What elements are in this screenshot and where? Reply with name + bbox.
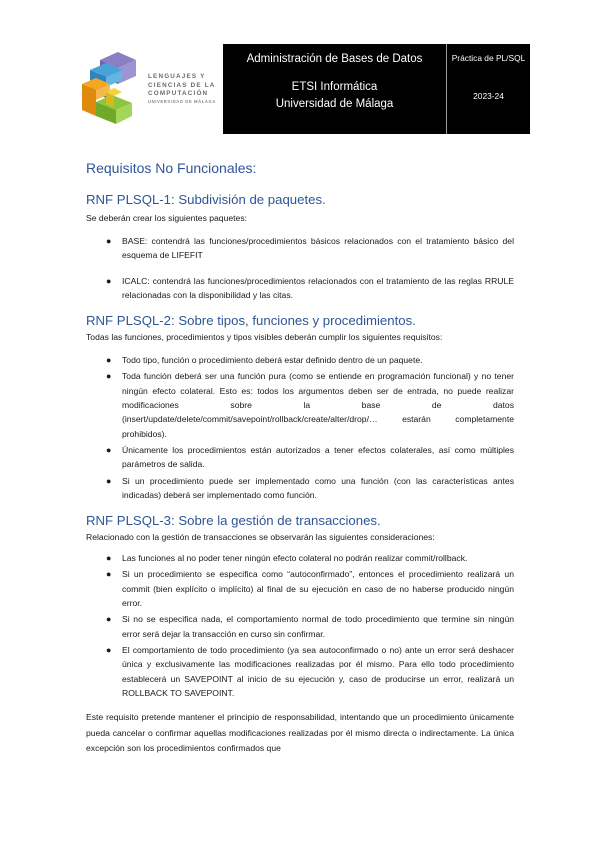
list-item-text: ICALC: contendrá las funciones/procedimientos relacionados con el tratamiento de las reglas RRULE relacionadas con la disponibilidad y las citas. bbox=[122, 275, 514, 300]
list-item-text: El comportamiento de todo procedimiento (ya sea autoconfirmado o no) ante un error será deshacer única y exclusivamente las modificaciones realizadas por él mismo. Para ello todo procedimiento establecerá un SAVEPOINT al inicio de su ejecución y, caso de producirse un error, realizará un ROLLBACK TO SAVEPOINT. bbox=[122, 644, 514, 698]
list-item-text: Si no se especifica nada, el comportamiento normal de todo procedimiento que termine sin ningún error será dejar la transacción en curso sin confirmar. bbox=[122, 614, 514, 639]
university-name: Universidad de Málaga bbox=[275, 98, 394, 110]
logo-line-3: COMPUTACIÓN bbox=[148, 90, 209, 98]
bullet-icon: ● bbox=[106, 275, 112, 286]
practice-label: Práctica de PL/SQL bbox=[451, 53, 526, 63]
list-item bbox=[106, 474, 514, 503]
bullet-icon: ● bbox=[106, 569, 112, 580]
header-box bbox=[223, 44, 530, 134]
section-heading: RNF PLSQL-3: Sobre la gestión de transacciones. bbox=[86, 513, 381, 529]
list-item bbox=[106, 234, 514, 263]
bullet-icon: ● bbox=[106, 371, 112, 382]
course-title: Administración de Bases de Datos bbox=[246, 53, 423, 65]
bullet-icon: ● bbox=[106, 236, 112, 246]
closing-paragraph: Este requisito pretende mantener el principio de responsabilidad, intentando que un procedimiento únicamente pueda cancelar o confirmar aquellas modificaciones realizadas por él mismo directa o indirectamente. La única excepción son los procedimientos confirmados que bbox=[86, 712, 514, 754]
section-rnf-2 bbox=[86, 313, 514, 502]
logo-line-2: CIENCIAS DE LA bbox=[148, 81, 216, 89]
section-heading: RNF PLSQL-1: Subdivisión de paquetes. bbox=[86, 192, 326, 207]
list-item bbox=[106, 274, 514, 303]
list-item bbox=[106, 643, 514, 700]
page-title: Requisitos No Funcionales: bbox=[86, 160, 257, 176]
logo-blocks-icon bbox=[78, 50, 148, 130]
school-name: ETSI Informática bbox=[291, 81, 378, 93]
section-intro: Relacionado con la gestión de transacciones se observarán las siguientes consideraciones: bbox=[86, 532, 435, 543]
bullet-list bbox=[106, 551, 514, 700]
header-side-cell bbox=[447, 44, 530, 134]
logo-subtitle: UNIVERSIDAD DE MÁLAGA bbox=[148, 98, 216, 104]
page-header bbox=[78, 44, 530, 134]
list-item-text: Toda función deberá ser una función pura (como se entiende en programación funcional) y no tener ningún efecto colateral. Esto es: todos los argumentos deben ser de entrada, no puede realizar modificaciones sobre la base de datos (insert/update/delete/commit/savepoint/rollback/create/alter/drop/… estarán completamente prohibidos). bbox=[122, 371, 514, 439]
section-heading: RNF PLSQL-2: Sobre tipos, funciones y procedimientos. bbox=[86, 313, 416, 329]
list-item bbox=[106, 369, 514, 440]
header-main-cell bbox=[223, 44, 446, 134]
list-item bbox=[106, 353, 514, 367]
section-intro: Se deberán crear los siguientes paquetes: bbox=[86, 213, 247, 223]
document-body bbox=[86, 160, 514, 757]
section-rnf-3 bbox=[86, 513, 514, 700]
logo-text bbox=[148, 73, 216, 105]
list-item-text: Las funciones al no poder tener ningún efecto colateral no podrán realizar commit/rollback. bbox=[122, 553, 468, 564]
list-item bbox=[106, 612, 514, 641]
section-intro: Todas las funciones, procedimientos y tipos visibles deberán cumplir los siguientes requisitos: bbox=[86, 332, 443, 343]
bullet-list bbox=[106, 234, 514, 302]
bullet-list bbox=[106, 353, 514, 502]
list-item-text: Todo tipo, función o procedimiento deberá estar definido dentro de un paquete. bbox=[122, 355, 423, 366]
logo-line-1: LENGUAJES Y bbox=[148, 73, 206, 80]
bullet-icon: ● bbox=[106, 444, 112, 455]
academic-year: 2023-24 bbox=[473, 91, 504, 101]
list-item-text: BASE: contendrá las funciones/procedimientos básicos relacionados con el tratamiento básico del esquema de LIFEFIT bbox=[122, 236, 514, 261]
bullet-icon: ● bbox=[106, 355, 112, 366]
section-rnf-1 bbox=[86, 192, 514, 302]
department-logo bbox=[78, 50, 223, 130]
bullet-icon: ● bbox=[106, 614, 112, 625]
bullet-icon: ● bbox=[106, 553, 112, 564]
list-item-text: Si un procedimiento se especifica como “autoconfirmado”, entonces el procedimiento realizará un commit (bien explícito o implícito) al final de su ejecución en caso de no haberse producido ningún error. bbox=[122, 569, 514, 609]
bullet-icon: ● bbox=[106, 644, 112, 655]
list-item bbox=[106, 567, 514, 610]
list-item-text: Si un procedimiento puede ser implementado como una función (con las características antes indicadas) deberá ser implementado como función. bbox=[122, 475, 514, 500]
list-item bbox=[106, 551, 514, 565]
bullet-icon: ● bbox=[106, 475, 112, 486]
list-item-text: Únicamente los procedimientos están autorizados a tener efectos colaterales, así como múltiples parámetros de salida. bbox=[122, 444, 514, 470]
list-item bbox=[106, 443, 514, 472]
